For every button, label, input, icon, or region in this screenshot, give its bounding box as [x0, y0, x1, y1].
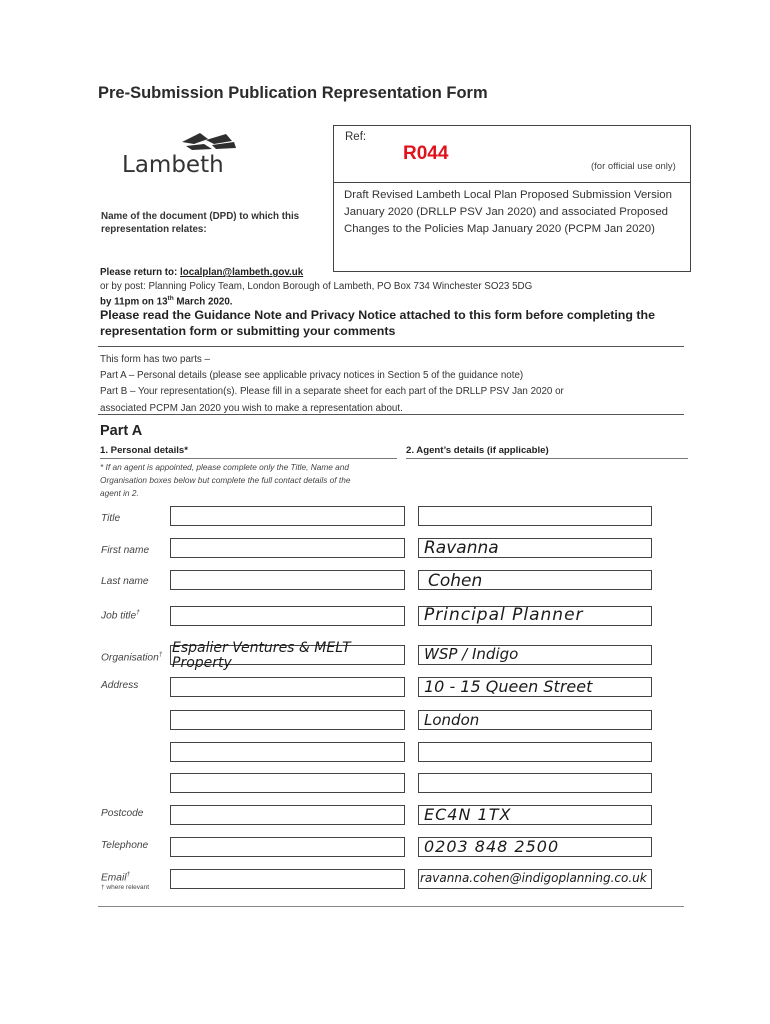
agent-postcode-value: EC4N 1TX — [424, 805, 512, 824]
agent-note: * If an agent is appointed, please complete only the Title, Name and Organisation boxes below but complete the full contact details of the agent in 2. — [100, 462, 351, 498]
agent-first-name-value: Ravanna — [424, 538, 499, 558]
agent-address-field-4[interactable] — [418, 773, 652, 793]
last-name-label: Last name — [101, 576, 149, 587]
personal-last-name-field[interactable] — [170, 570, 405, 590]
agent-address-2-value: London — [424, 711, 480, 729]
divider — [98, 346, 684, 347]
telephone-label: Telephone — [101, 840, 149, 851]
where-relevant-note: † where relevant — [101, 884, 150, 891]
agent-telephone-value: 0203 848 2500 — [424, 837, 560, 856]
divider — [98, 906, 684, 907]
divider — [98, 414, 684, 415]
guidance-note: Please read the Guidance Note and Privacy Notice attached to this form before completing the representation form or submitting your comments — [100, 308, 655, 338]
personal-organisation-value: Espalier Ventures & MELT Property — [172, 640, 351, 671]
return-email-link[interactable]: localplan@lambeth.gov.uk — [180, 267, 304, 278]
agent-job-title-value: Principal Planner — [424, 605, 584, 625]
personal-title-field[interactable] — [170, 506, 405, 526]
return-post: or by post: Planning Policy Team, London Borough of Lambeth, PO Box 734 Winchester SO23 5DG — [100, 281, 533, 292]
personal-email-field[interactable] — [170, 869, 405, 889]
document-name: Draft Revised Lambeth Local Plan Proposed Submission Version January 2020 (DRLLP PSV Jan 2020) and associated Proposed Changes to the Policies Map January 2020 (PCPM Jan 2020) — [344, 189, 672, 236]
return-prefix: Please return to: — [100, 267, 178, 278]
personal-postcode-field[interactable] — [170, 805, 405, 825]
document-label: Name of the document (DPD) to which this representation relates: — [101, 211, 300, 235]
personal-address-field-2[interactable] — [170, 710, 405, 730]
personal-job-title-field[interactable] — [170, 606, 405, 626]
first-name-label: First name — [101, 545, 150, 556]
part-a-heading: Part A — [100, 423, 143, 439]
agent-address-field-3[interactable] — [418, 742, 652, 762]
title-label: Title — [101, 513, 121, 524]
return-deadline: by 11pm on 13th March 2020. — [100, 295, 233, 308]
personal-address-field-4[interactable] — [170, 773, 405, 793]
agent-address-1-value: 10 - 15 Queen Street — [424, 677, 593, 696]
address-label: Address — [101, 680, 139, 691]
organisation-label: Organisation† — [101, 651, 163, 664]
personal-telephone-field[interactable] — [170, 837, 405, 857]
email-label: Email† — [101, 871, 131, 884]
lambeth-logo-text: Lambeth — [122, 152, 224, 178]
agent-last-name-value: Cohen — [428, 571, 483, 591]
ref-box — [333, 125, 691, 183]
agent-title-field[interactable] — [418, 506, 652, 526]
divider — [100, 458, 397, 459]
personal-address-field-3[interactable] — [170, 742, 405, 762]
form-title: Pre-Submission Publication Representation Form — [98, 84, 488, 102]
divider — [406, 458, 688, 459]
agent-details-header: 2. Agent’s details (if applicable) — [406, 445, 549, 456]
return-line — [100, 267, 303, 278]
postcode-label: Postcode — [101, 808, 144, 819]
agent-organisation-value: WSP / Indigo — [424, 645, 519, 663]
job-title-label: Job title† — [101, 609, 140, 622]
personal-address-field-1[interactable] — [170, 677, 405, 697]
ref-official-note: (for official use only) — [591, 161, 676, 172]
personal-first-name-field[interactable] — [170, 538, 405, 558]
intro-text: This form has two parts – Part A – Personal details (please see applicable privacy notices in Section 5 of the guidance note) Part B – Your representation(s). Please fill in a separate sheet for each part of the DRLLP PSV Jan 2020 or associated PCPM Jan 2020 you wish to make a representation about. — [100, 354, 564, 414]
ref-value: R044 — [403, 143, 449, 164]
personal-details-header: 1. Personal details* — [100, 445, 188, 456]
ref-label: Ref: — [345, 131, 367, 143]
agent-email-value: ravanna.cohen@indigoplanning.co.uk — [420, 871, 647, 885]
